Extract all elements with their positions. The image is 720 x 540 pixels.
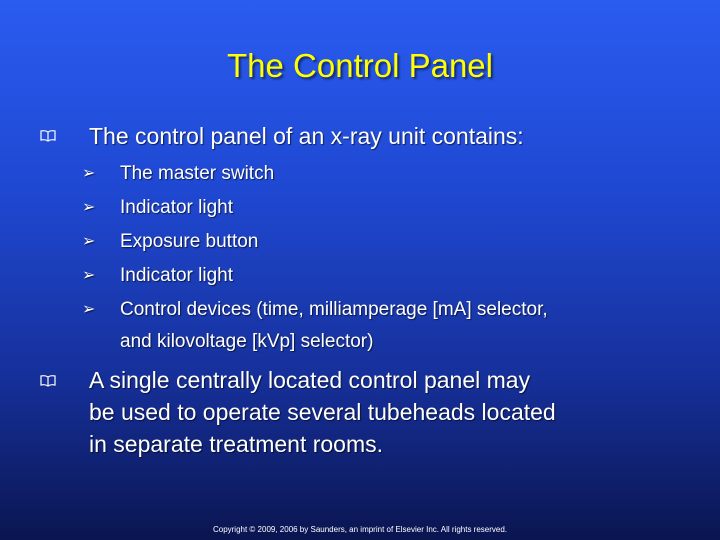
list-item: ➢ Indicator light <box>82 191 233 226</box>
copyright-footer: Copyright © 2009, 2006 by Saunders, an imprint of Elsevier Inc. All rights reserved. <box>212 525 508 534</box>
book-icon <box>40 375 56 387</box>
main-bullet-2-line-1: A single centrally located control panel may <box>89 367 531 393</box>
arrow-right-icon: ➢ <box>82 233 96 250</box>
main-bullet-2-line-3: in separate treatment rooms. <box>89 431 384 457</box>
main-bullet-1-text: The control panel of an x-ray unit contains: <box>89 123 524 149</box>
list-item-continuation: and kilovoltage [kVp] selector) <box>120 331 374 352</box>
arrow-right-icon: ➢ <box>82 301 96 318</box>
list-item: ➢ Indicator light <box>82 259 233 294</box>
arrow-right-icon: ➢ <box>82 165 96 182</box>
slide-title: The Control Panel <box>227 47 493 84</box>
list-item: ➢ The master switch <box>82 157 274 192</box>
book-icon <box>40 130 56 142</box>
list-item: ➢ Exposure button <box>82 225 258 260</box>
list-item: ➢ Control devices (time, milliamperage [mA] selector, <box>82 293 548 328</box>
main-bullet-2-line-2: be used to operate several tubeheads located <box>89 399 556 425</box>
arrow-right-icon: ➢ <box>82 199 96 216</box>
arrow-right-icon: ➢ <box>82 267 96 284</box>
